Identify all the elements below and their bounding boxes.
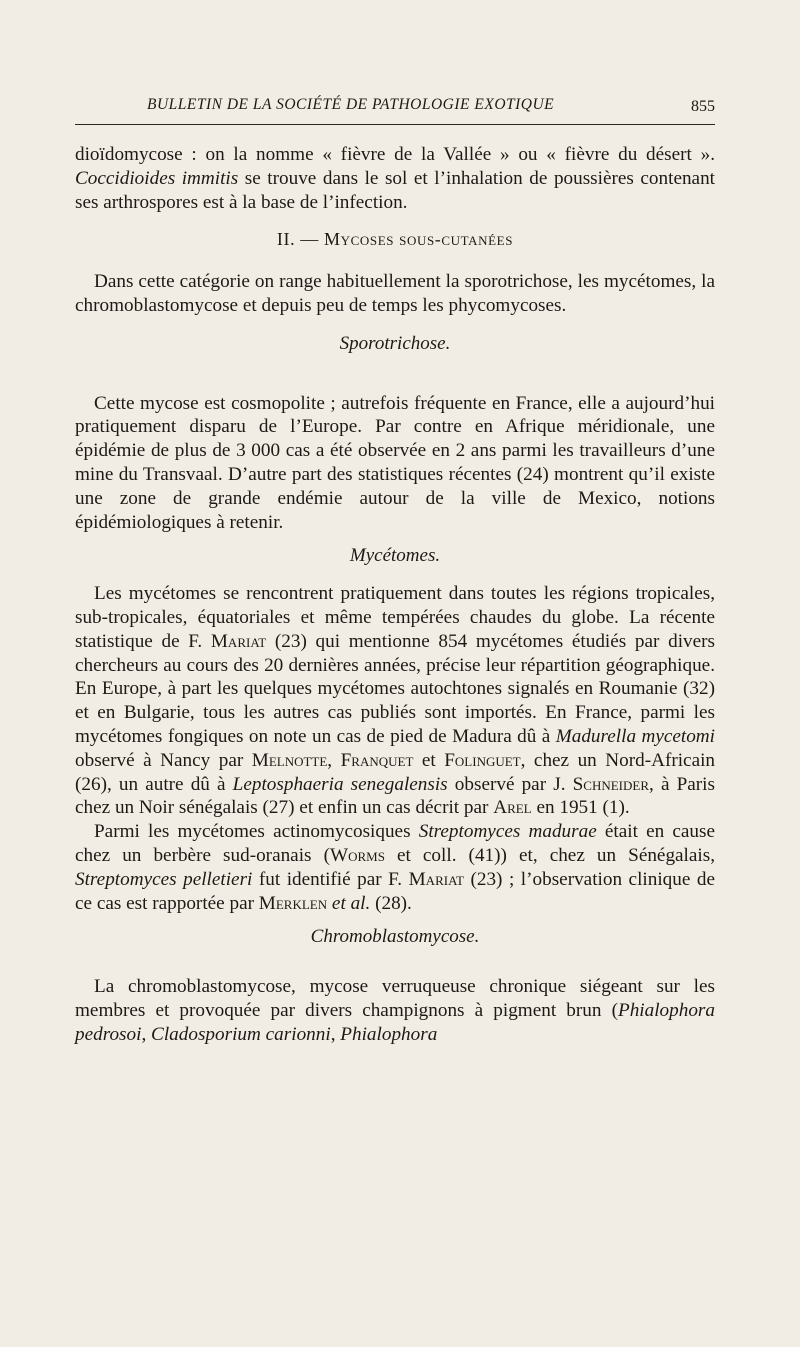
paragraph-subcutaneous-intro: Dans cette catégorie on range habituellement la sporotrichose, les mycétomes, la chromoblastomycose et depuis peu de temps les phycomycoses. [75, 271, 715, 316]
species-name: Coccidioides immitis [75, 167, 239, 189]
paragraph-mycetomes [75, 582, 715, 820]
section-heading [75, 228, 715, 252]
text-run: , à Paris chez un Noir sénégalais (27) et enfin un cas décrit par [75, 773, 715, 819]
author-name: Arel [493, 797, 532, 819]
text-run: fut identifié par F. [252, 868, 409, 890]
author-name: Mariat [210, 630, 267, 652]
text-run: , [330, 1023, 341, 1045]
species-name: Cladosporium carionni [151, 1023, 331, 1045]
species-name: Streptomyces madurae [418, 821, 597, 843]
subheading-chromoblastomycose: Chromoblastomycose. [310, 926, 480, 948]
text-run: en 1951 (1). [531, 797, 630, 819]
latin-abbreviation: et al. [331, 892, 371, 914]
text-run: (28). [370, 892, 412, 914]
text-run: et coll. (41)) et, chez un Sénégalais, [384, 844, 716, 866]
text-run: se trouve dans le sol et l’inhalation de poussières contenant ses arthrospores est à la base de l’infection. [75, 167, 716, 213]
text-run: (23) qui mentionne 854 mycétomes étudiés par divers chercheurs au cours des 20 dernières années, précise leur répartition géographique. En Europe, à part les quelques mycétomes autochtones signalés en Roumanie (32) et en Bulgarie, tous les autres cas publiés sont importés. En France, parmi les mycétomes fongiques on note un cas de pied de Madura dû à [75, 630, 715, 747]
text-run: dioïdomycose : on la nomme « fièvre de la Vallée » ou « fièvre du désert ». [75, 144, 715, 165]
text-run: Parmi les mycétomes actinomycosiques [94, 821, 419, 843]
author-name: Merklen [258, 892, 328, 914]
species-name: Phialophora pedrosoi [75, 999, 715, 1045]
species-name: Phialophora [340, 1023, 438, 1045]
header-rule [75, 124, 715, 125]
text-run: observé par J. [447, 773, 573, 795]
species-name: Leptosphaeria senegalensis [232, 773, 448, 795]
subheading-sporotrichose: Sporotrichose. [339, 332, 451, 354]
species-name: Madurella mycetomi [555, 725, 715, 747]
text-run: (23) ; l’observation clinique de ce cas est rapportée par [75, 868, 715, 914]
author-name: Melnotte, Franquet [251, 749, 414, 771]
text-run: était en cause chez un berbère sud-oranais ( [75, 821, 715, 866]
paragraph-chromoblastomycose [75, 975, 715, 1046]
paragraph-coccidioidomycose-end [75, 143, 715, 214]
text-run: Les mycétomes se rencontrent pratiquement dans toutes les régions tropicales, sub-tropicales, équatoriales et même tempérées chaudes du globe. La récente statistique de F. [75, 583, 715, 652]
paragraph-sporotrichose: Cette mycose est cosmopolite ; autrefois fréquente en France, elle a aujourd’hui pratiquement disparu de l’Europe. Par contre en Afrique méridionale, une épidémie de plus de 3 000 cas a été observée en 2 ans parmi les travailleurs d’une mine du Transvaal. D’autre part des statistiques récentes (24) montrent qu’il existe une zone de grande endémie autour de la ville de Mexico, notions épidémiologiques à retenir. [75, 392, 715, 533]
page-number: 855 [691, 98, 715, 115]
author-name: Worms [329, 844, 385, 866]
author-name: Folinguet [444, 749, 521, 771]
text-run: , [141, 1023, 152, 1045]
section-heading-numeral: II. — M [276, 229, 341, 250]
author-name: Mariat [408, 868, 464, 890]
author-name: Schneider [572, 773, 650, 795]
subheading-mycetomes: Mycétomes. [349, 545, 441, 567]
text-run: , chez un Nord-Africain (26), un autre dû à [75, 749, 716, 795]
section-heading-title: ycoses sous-cutanées [340, 229, 514, 250]
paragraph-actinomycotic [75, 820, 715, 915]
text-run: et [413, 749, 445, 771]
species-name: Streptomyces pelletieri [75, 868, 253, 890]
article-body [75, 143, 715, 1047]
journal-title: BULLETIN DE LA SOCIÉTÉ DE PATHOLOGIE EXOTIQUE [147, 96, 555, 113]
text-run: observé à Nancy par [75, 749, 252, 771]
text-run: La chromoblastomycose, mycose verruqueuse chronique siégeant sur les membres et provoquée par divers champignons à pigment brun ( [75, 976, 715, 1021]
